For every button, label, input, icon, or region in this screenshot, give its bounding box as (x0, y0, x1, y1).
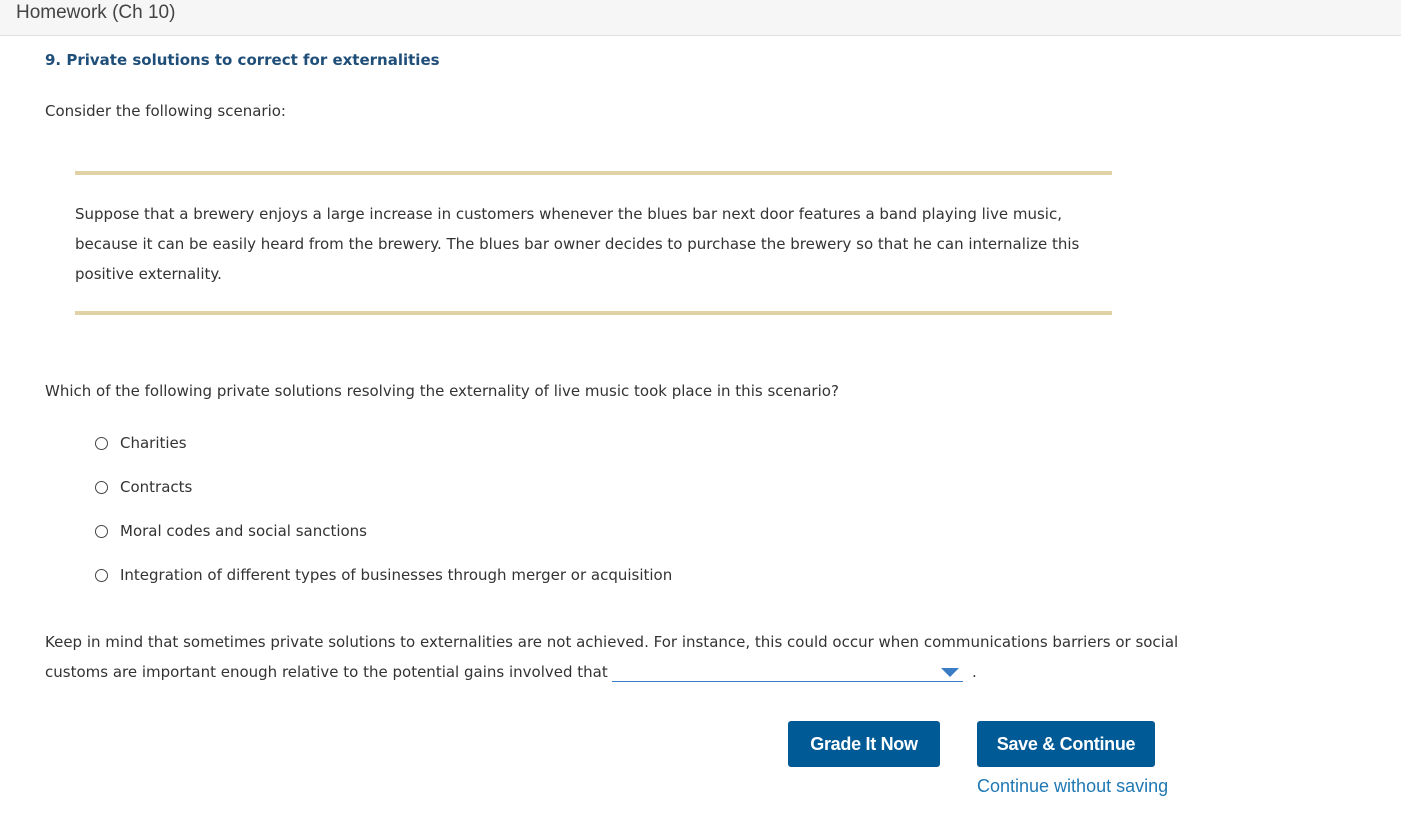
option-label: Contracts (120, 478, 193, 496)
option-label: Moral codes and social sanctions (120, 522, 368, 540)
followup-line: Keep in mind that sometimes private solutions to externalities are not achieved. For instance, this could occur when communications barriers or social (45, 633, 1179, 651)
option-moral-codes[interactable] (95, 521, 367, 541)
option-label: Charities (120, 434, 187, 452)
radio-button[interactable] (95, 481, 108, 494)
radio-button[interactable] (95, 437, 108, 450)
answer-dropdown[interactable] (612, 662, 963, 682)
scenario-line: positive externality. (75, 265, 222, 283)
option-contracts[interactable] (95, 477, 192, 497)
assignment-title: Homework (Ch 10) (16, 2, 176, 23)
radio-button[interactable] (95, 569, 108, 582)
option-label: Integration of different types of businesses through merger or acquisition (120, 566, 673, 584)
followup-line: customs are important enough relative to the potential gains involved that (45, 663, 608, 681)
radio-button[interactable] (95, 525, 108, 538)
top-bar (0, 0, 1401, 36)
scenario-top-rule (75, 171, 1112, 175)
sentence-period: . (972, 663, 977, 681)
question-intro: Consider the following scenario: (45, 102, 286, 120)
continue-without-saving-link[interactable]: Continue without saving (977, 776, 1169, 796)
scenario-line: because it can be easily heard from the brewery. The blues bar owner decides to purchase the brewery so that he can internalize this (75, 235, 1080, 253)
option-integration[interactable] (95, 565, 672, 585)
chevron-down-icon[interactable] (941, 668, 959, 677)
scenario-text (75, 199, 1112, 289)
question-prompt: Which of the following private solutions resolving the externality of live music took place in this scenario? (45, 382, 839, 400)
question-title: 9. Private solutions to correct for externalities (45, 51, 440, 69)
scenario-bottom-rule (75, 311, 1112, 315)
save-and-continue-button[interactable]: Save & Continue (977, 721, 1155, 767)
scenario-line: Suppose that a brewery enjoys a large increase in customers whenever the blues bar next door features a band playing live music, (75, 205, 1062, 223)
option-charities[interactable] (95, 433, 187, 453)
grade-it-now-button[interactable]: Grade It Now (788, 721, 940, 767)
